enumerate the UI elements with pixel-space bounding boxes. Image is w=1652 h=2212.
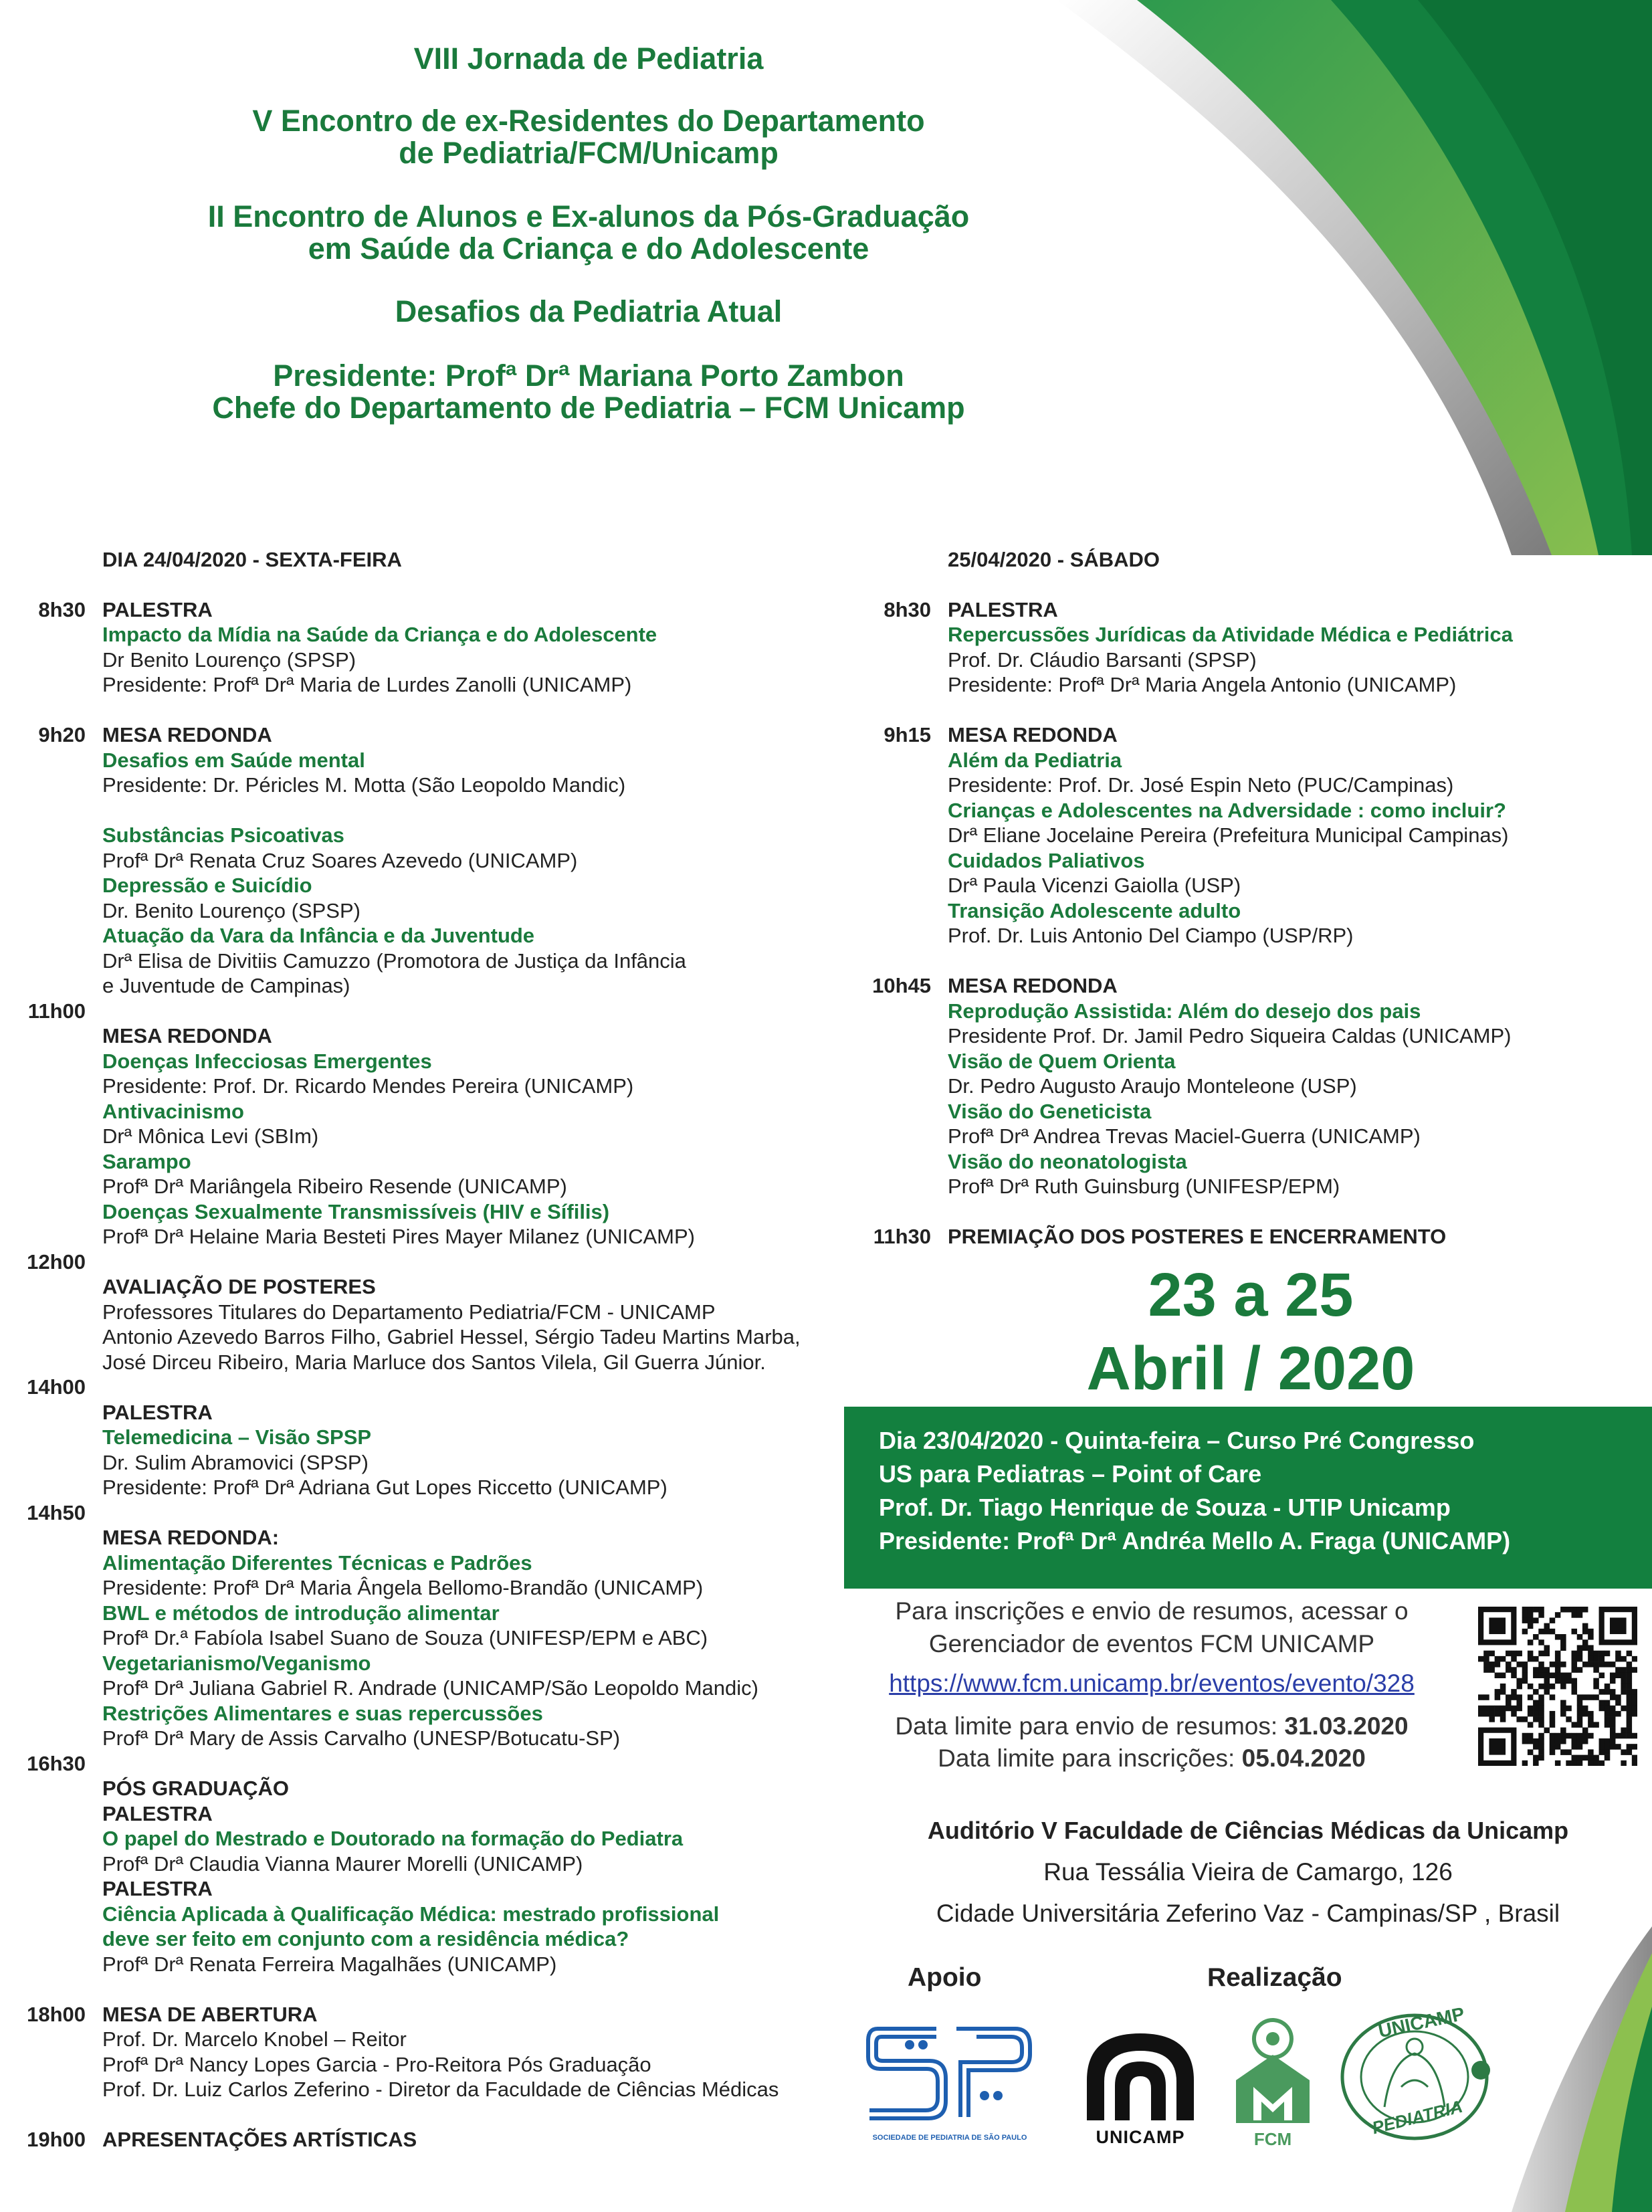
day1-line: Dr. Sulim Abramovici (SPSP) <box>102 1451 369 1474</box>
event-subtitle-postgrad: II Encontro de Alunos e Ex-alunos da Pós-Graduação <box>207 199 970 233</box>
day1-time: 19h00 <box>27 2128 86 2151</box>
day2-time: 11h30 <box>873 1225 931 1248</box>
day1-line: Substâncias Psicoativas <box>102 823 344 847</box>
event-dates-month: Abril / 2020 <box>1086 1334 1415 1403</box>
qr-code-icon[interactable] <box>1478 1607 1637 1766</box>
day1-line: Vegetarianismo/Veganismo <box>102 1651 371 1675</box>
day1-line: Prof. Dr. Luiz Carlos Zeferino - Diretor da Faculdade de Ciências Médicas <box>102 2078 779 2101</box>
day1-line: Professores Titulares do Departamento Pediatria/FCM - UNICAMP <box>102 1300 716 1324</box>
day1-line: PALESTRA <box>102 1401 213 1424</box>
day1-title: DIA 24/04/2020 - SEXTA-FEIRA <box>102 548 402 571</box>
pediatria-unicamp-seal <box>1338 2003 1498 2147</box>
day2-line: Prof. Dr. Cláudio Barsanti (SPSP) <box>948 648 1257 672</box>
day2-time: 10h45 <box>872 974 931 997</box>
day2-line: Profª Drª Andrea Trevas Maciel-Guerra (UNICAMP) <box>948 1124 1421 1148</box>
day1-line: Depressão e Suicídio <box>102 874 312 897</box>
pre-congress-course: US para Pediatras – Point of Care <box>879 1460 1262 1488</box>
registration-deadline-label: Data limite para inscrições: <box>938 1744 1242 1772</box>
abstract-deadline-date: 31.03.2020 <box>1284 1712 1409 1740</box>
day1-line: Atuação da Vara da Infância e da Juventude <box>102 924 535 947</box>
event-president: Presidente: Profª Drª Mariana Porto Zambon <box>273 359 904 393</box>
day2-line: Visão do Geneticista <box>948 1100 1152 1123</box>
day2-line: MESA REDONDA <box>948 974 1118 997</box>
day2-line: Prof. Dr. Luis Antonio Del Ciampo (USP/RP) <box>948 924 1354 947</box>
day1-time: 12h00 <box>27 1250 86 1274</box>
day1-time: 8h30 <box>38 598 86 621</box>
day1-line: Dr. Benito Lourenço (SPSP) <box>102 899 360 922</box>
day1-time: 18h00 <box>27 2003 86 2026</box>
schedule-day1 <box>25 547 855 2152</box>
registration-link[interactable]: https://www.fcm.unicamp.br/eventos/evento/328 <box>889 1670 1415 1697</box>
day2-line: Visão de Quem Orienta <box>948 1049 1176 1073</box>
day1-time: 14h00 <box>27 1375 86 1399</box>
event-title: VIII Jornada de Pediatria <box>413 41 764 76</box>
decorative-swoosh-bottom <box>1512 1926 1652 2212</box>
day1-line: MESA REDONDA <box>102 723 272 746</box>
event-subtitle-postgrad-area: em Saúde da Criança e do Adolescente <box>308 231 869 266</box>
event-subtitle-department: de Pediatria/FCM/Unicamp <box>399 136 779 170</box>
pediatria-seal-bottom-text: PEDIATRIA <box>1370 2096 1465 2138</box>
day1-line: Profª Drª Renata Ferreira Magalhães (UNICAMP) <box>102 1952 557 1976</box>
day1-line: deve ser feito em conjunto com a residência médica? <box>102 1927 629 1950</box>
day2-line: Crianças e Adolescentes na Adversidade : como incluir? <box>948 799 1506 822</box>
day1-line: e Juventude de Campinas) <box>102 974 350 997</box>
day2-line: Visão do neonatologista <box>948 1150 1187 1173</box>
organization-label: Realização <box>1207 1963 1342 1992</box>
venue-city: Cidade Universitária Zeferino Vaz - Campinas/SP , Brasil <box>936 1900 1560 1927</box>
department-head: Chefe do Departamento de Pediatria – FCM Unicamp <box>212 391 965 425</box>
day1-line: Ciência Aplicada à Qualificação Médica: mestrado profissional <box>102 1902 720 1926</box>
day1-line: MESA DE ABERTURA <box>102 2003 318 2026</box>
day2-line: Reprodução Assistida: Além do desejo dos pais <box>948 999 1421 1023</box>
pre-congress-speaker: Prof. Dr. Tiago Henrique de Souza - UTIP Unicamp <box>879 1494 1451 1521</box>
day1-line: Impacto da Mídia na Saúde da Criança e do Adolescente <box>102 623 657 646</box>
schedule-day2 <box>871 547 1647 1256</box>
day1-line: APRESENTAÇÕES ARTÍSTICAS <box>102 2128 417 2151</box>
day2-line: Presidente: Prof. Dr. José Espin Neto (PUC/Campinas) <box>948 773 1454 797</box>
abstract-deadline-label: Data limite para envio de resumos: <box>895 1712 1285 1740</box>
day1-line: Presidente: Profª Drª Adriana Gut Lopes Riccetto (UNICAMP) <box>102 1476 667 1499</box>
day1-line: Profª Drª Juliana Gabriel R. Andrade (UNICAMP/São Leopoldo Mandic) <box>102 1676 758 1700</box>
day1-line: Presidente: Profª Drª Maria de Lurdes Zanolli (UNICAMP) <box>102 673 632 696</box>
day2-title: 25/04/2020 - SÁBADO <box>948 548 1160 571</box>
venue-name: Auditório V Faculdade de Ciências Médicas da Unicamp <box>927 1817 1569 1844</box>
registration-deadline <box>844 1744 1459 1773</box>
day1-time: 14h50 <box>27 1501 86 1524</box>
day1-line: Profª Dr.ª Fabíola Isabel Suano de Souza (UNIFESP/EPM e ABC) <box>102 1626 708 1649</box>
day1-line: Profª Drª Claudia Vianna Maurer Morelli (UNICAMP) <box>102 1852 583 1876</box>
day1-line: Antivacinismo <box>102 1100 244 1123</box>
venue-street: Rua Tessália Vieira de Camargo, 126 <box>1043 1858 1453 1886</box>
day1-line: PALESTRA <box>102 598 213 621</box>
spsp-logo <box>863 2017 1037 2150</box>
day1-line: Antonio Azevedo Barros Filho, Gabriel Hessel, Sérgio Tadeu Martins Marba, <box>102 1325 801 1348</box>
day1-line: Presidente: Profª Drª Maria Ângela Bellomo-Brandão (UNICAMP) <box>102 1576 704 1599</box>
pediatria-seal-top-text: UNICAMP <box>1376 2003 1467 2042</box>
day1-line: Profª Drª Mary de Assis Carvalho (UNESP/Botucatu-SP) <box>102 1726 621 1750</box>
day1-line: Drª Elisa de Divitiis Camuzzo (Promotora de Justiça da Infância <box>102 949 686 973</box>
day2-line: PALESTRA <box>948 598 1058 621</box>
day1-line: Drª Mônica Levi (SBIm) <box>102 1124 319 1148</box>
day1-line: O papel do Mestrado e Doutorado na formação do Pediatra <box>102 1827 684 1850</box>
day1-line: Doenças Sexualmente Transmissíveis (HIV e Sífilis) <box>102 1200 610 1223</box>
day1-line: Profª Drª Helaine Maria Besteti Pires Mayer Milanez (UNICAMP) <box>102 1225 695 1248</box>
registration-deadline-date: 05.04.2020 <box>1241 1744 1366 1772</box>
day2-line: MESA REDONDA <box>948 723 1118 746</box>
fcm-logo <box>1229 2013 1316 2154</box>
day2-line: Além da Pediatria <box>948 748 1122 772</box>
day2-line: Drª Paula Vicenzi Gaiolla (USP) <box>948 874 1241 897</box>
day2-time: 9h15 <box>884 723 931 746</box>
day1-line: Doenças Infecciosas Emergentes <box>102 1049 432 1073</box>
day2-line: Presidente Prof. Dr. Jamil Pedro Siqueira Caldas (UNICAMP) <box>948 1024 1512 1047</box>
event-dates-days: 23 a 25 <box>1148 1261 1354 1329</box>
day1-line: MESA REDONDA <box>102 1024 272 1047</box>
unicamp-logo <box>1073 2020 1207 2154</box>
day1-line: Presidente: Dr. Péricles M. Motta (São Leopoldo Mandic) <box>102 773 626 797</box>
day1-line: Prof. Dr. Marcelo Knobel – Reitor <box>102 2027 407 2051</box>
unicamp-logo-text: UNICAMP <box>1096 2127 1185 2147</box>
spsp-logo-mark <box>863 2017 1037 2130</box>
day1-line: PALESTRA <box>102 1877 213 1900</box>
day1-line: Desafios em Saúde mental <box>102 748 365 772</box>
pre-congress-date: Dia 23/04/2020 - Quinta-feira – Curso Pré Congresso <box>879 1427 1475 1454</box>
day2-line: Transição Adolescente adulto <box>948 899 1241 922</box>
day1-line: PALESTRA <box>102 1802 213 1825</box>
day1-line: MESA REDONDA: <box>102 1526 280 1549</box>
day2-line: Cuidados Paliativos <box>948 849 1145 872</box>
day1-line: BWL e métodos de introdução alimentar <box>102 1601 500 1625</box>
day2-line: Drª Eliane Jocelaine Pereira (Prefeitura Municipal Campinas) <box>948 823 1509 847</box>
day2-line: Repercussões Jurídicas da Atividade Médica e Pediátrica <box>948 623 1513 646</box>
pre-congress-box <box>844 1407 1652 1589</box>
day2-line: Presidente: Profª Drª Maria Angela Antonio (UNICAMP) <box>948 673 1457 696</box>
day1-line: Sarampo <box>102 1150 191 1173</box>
day1-line: AVALIAÇÃO DE POSTERES <box>102 1275 376 1298</box>
event-theme: Desafios da Pediatria Atual <box>395 294 783 328</box>
day1-time: 16h30 <box>27 1752 86 1775</box>
day1-line: Profª Drª Mariângela Ribeiro Resende (UNICAMP) <box>102 1175 567 1198</box>
day1-line: Restrições Alimentares e suas repercussões <box>102 1702 543 1725</box>
day1-line: Profª Drª Renata Cruz Soares Azevedo (UNICAMP) <box>102 849 578 872</box>
abstract-deadline <box>844 1712 1459 1740</box>
registration-instructions: Para inscrições e envio de resumos, acessar o <box>895 1597 1409 1625</box>
pre-congress-president: Presidente: Profª Drª Andréa Mello A. Fraga (UNICAMP) <box>879 1527 1511 1554</box>
day1-line: Alimentação Diferentes Técnicas e Padrões <box>102 1551 532 1575</box>
day2-time: 8h30 <box>884 598 931 621</box>
day1-line: PÓS GRADUAÇÃO <box>102 1777 290 1800</box>
day1-time: 9h20 <box>38 723 86 746</box>
fcm-logo-text: FCM <box>1253 2129 1292 2149</box>
day2-line: Dr. Pedro Augusto Araujo Monteleone (USP) <box>948 1074 1357 1098</box>
day1-line: Profª Drª Nancy Lopes Garcia - Pro-Reitora Pós Graduação <box>102 2053 651 2076</box>
support-label: Apoio <box>908 1963 982 1992</box>
spsp-caption: SOCIEDADE DE PEDIATRIA DE SÃO PAULO <box>872 2134 1027 2142</box>
event-subtitle-ex-residents: V Encontro de ex-Residentes do Departamento <box>252 104 925 138</box>
day1-time: 11h00 <box>27 999 86 1023</box>
fcm-logo-mark <box>1229 2013 1316 2126</box>
decorative-swoosh-top <box>1043 0 1652 555</box>
day1-line: Presidente: Prof. Dr. Ricardo Mendes Pereira (UNICAMP) <box>102 1074 634 1098</box>
day1-line: Dr Benito Lourenço (SPSP) <box>102 648 356 672</box>
day2-line: Profª Drª Ruth Guinsburg (UNIFESP/EPM) <box>948 1175 1340 1198</box>
day2-line: PREMIAÇÃO DOS POSTERES E ENCERRAMENTO <box>948 1225 1447 1248</box>
unicamp-logo-mark <box>1073 2020 1207 2124</box>
day1-line: Telemedicina – Visão SPSP <box>102 1425 372 1449</box>
registration-system: Gerenciador de eventos FCM UNICAMP <box>928 1630 1375 1657</box>
day1-line: José Dirceu Ribeiro, Maria Marluce dos Santos Vilela, Gil Guerra Júnior. <box>102 1350 766 1374</box>
